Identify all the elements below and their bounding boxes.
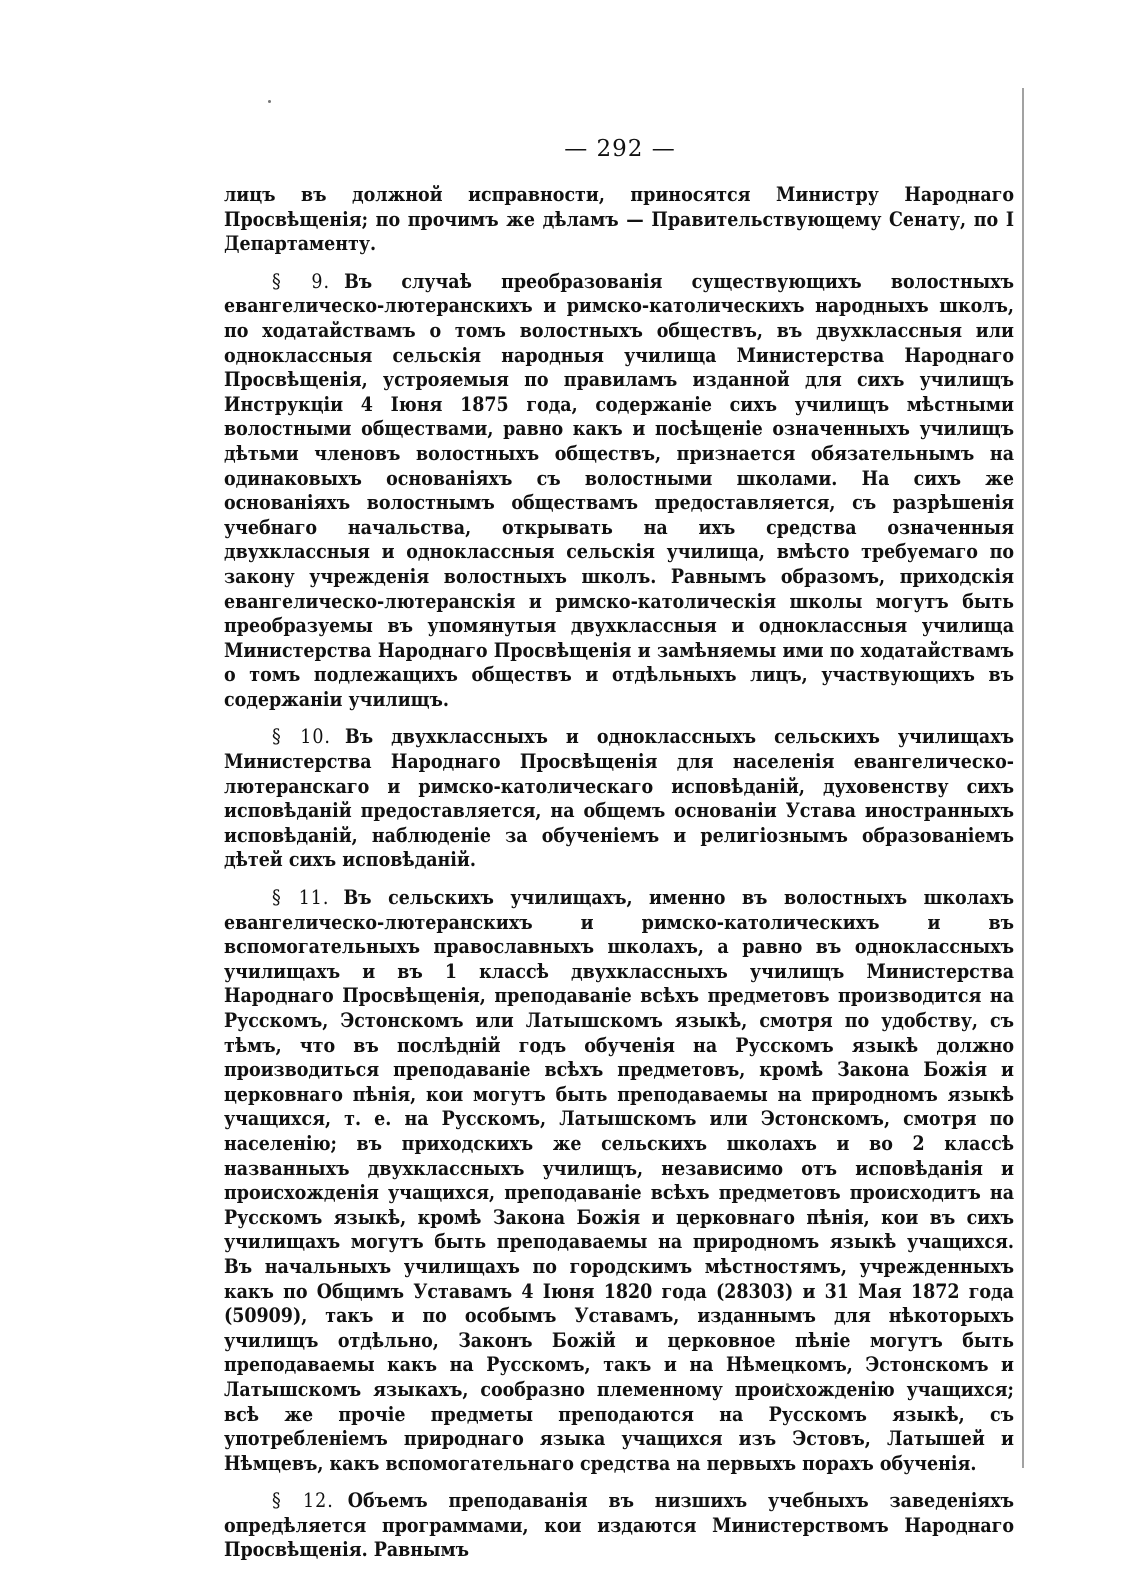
paragraph-section-9: [224, 270, 1014, 713]
page-number: — 292 —: [564, 136, 676, 162]
paragraph-text: Въ двухклассныхъ и одноклассныхъ сельскихъ училищахъ Министерства Народнаго Просвѣщенія для населенія евангелическо-лютеранскаго и римско-католическаго исповѣданій, духовенству сихъ исповѣданій предоставляется, на общемъ основаніи Устава иностранныхъ исповѣданій, наблюденіе за обученіемъ и религіознымъ образованіемъ дѣтей сихъ исповѣданій.: [224, 725, 1014, 872]
paragraph-text: Въ случаѣ преобразованія существующихъ волостныхъ евангелическо-лютеранскихъ и римско-католическихъ народныхъ школъ, по ходатайствамъ о томъ волостныхъ обществъ, въ двухклассныя или одноклассныя сельскія народныя училища Министерства Народнаго Просвѣщенія, устрояемыя по правиламъ изданной для сихъ училищъ Инструкціи 4 Іюня 1875 года, содержаніе сихъ училищъ мѣстными волостными обществами, равно какъ и посѣщеніе означенныхъ училищъ дѣтьми членовъ волостныхъ обществъ, признается обязательнымъ на одинаковыхъ основаніяхъ съ волостными школами. На сихъ же основаніяхъ волостнымъ обществамъ предоставляется, съ разрѣшенія учебнаго начальства, открывать на ихъ средства означенныя двухклассныя и одноклассныя сельскія училища, вмѣсто требуемаго по закону учрежденія волостныхъ школъ. Равнымъ образомъ, приходскія евангелическо-лютеранскія и римско-католическія школы могутъ быть преобразуемы въ упомянутыя двухклассныя и одноклассныя училища Министерства Народнаго Просвѣщенія и замѣняемы ими по ходатайствамъ о томъ подлежащихъ обществъ и отдѣльныхъ лицъ, участвующихъ въ содержаніи училищъ.: [224, 269, 1014, 711]
paragraph-text: Объемъ преподаванія въ низшихъ учебныхъ заведеніяхъ опредѣляется программами, кои издаются Министерствомъ Народнаго Просвѣщенія. Равнымъ: [224, 1489, 1014, 1562]
section-marker: § 12.: [272, 1489, 334, 1513]
scan-speck: [268, 100, 271, 103]
section-marker: § 9.: [272, 269, 331, 293]
paragraph-text: Въ сельскихъ училищахъ, именно въ волостныхъ школахъ евангелическо-лютеранскихъ и римско-католическихъ и въ вспомогательныхъ православныхъ школахъ, а равно въ одноклассныхъ училищахъ и въ 1 классѣ двухклассныхъ училищъ Министерства Народнаго Просвѣщенія, преподаваніе всѣхъ предметовъ производится на Русскомъ, Эстонскомъ или Латышскомъ языкѣ, смотря по удобству, съ тѣмъ, что въ послѣдній годъ обученія на Русскомъ языкѣ должно производиться преподаваніе всѣхъ предметовъ, кромѣ Закона Божія и церковнаго пѣнія, кои могутъ быть преподаваемы на природномъ языкѣ учащихся, т. е. на Русскомъ, Латышскомъ или Эстонскомъ, смотря по населенію; въ приходскихъ же сельскихъ школахъ и во 2 классѣ названныхъ двухклассныхъ училищъ, независимо отъ исповѣданія и происхожденія учащихся, преподаваніе всѣхъ предметовъ происходитъ на Русскомъ языкѣ, кромѣ Закона Божія и церковнаго пѣнія, кои въ сихъ училищахъ могутъ быть преподаваемы на природномъ языкѣ учащихся. Въ начальныхъ училищахъ по городскимъ мѣстностямъ, учрежденныхъ какъ по Общимъ Уставамъ 4 Іюня 1820 года (28303) и 31 Мая 1872 года (50909), такъ и по особымъ Уставамъ, изданнымъ для нѣкоторыхъ училищъ отдѣльно, Законъ Божій и церковное пѣніе могутъ быть преподаваемы какъ на Русскомъ, такъ и на Нѣмецкомъ, Эстонскомъ и Латышскомъ языкахъ, сообразно племенному происхожденію учащихся; всѣ же прочіе предметы преподаются на Русскомъ языкѣ, съ употребленіемъ природнаго языка учащихся изъ Эстовъ, Латышей и Нѣмцевъ, какъ вспомогательнаго средства на первыхъ порахъ обученія.: [224, 886, 1014, 1475]
section-marker: § 11.: [272, 886, 330, 910]
paragraph-section-11: [224, 886, 1014, 1476]
page-edge-line: [1022, 88, 1024, 1468]
body-text: [224, 183, 1014, 1576]
paragraph-continuation: [224, 183, 1014, 257]
section-marker: § 10.: [272, 725, 331, 749]
paragraph-section-10: [224, 725, 1014, 873]
paragraph-section-12: [224, 1489, 1014, 1563]
paragraph-text: лицъ въ должной исправности, приносятся Министру Народнаго Просвѣщенія; по прочимъ же дѣламъ — Правительствующему Сенату, по I Департаменту.: [224, 183, 1014, 256]
